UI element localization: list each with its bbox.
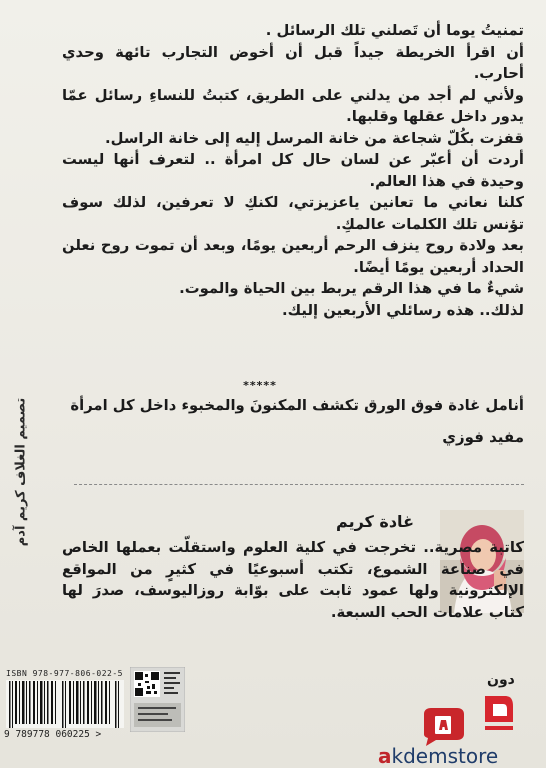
- blurb-paragraph: بعد ولادة روح ينزف الرحم أربعين يومًا، وبعد أن تموت روح نعلن الحداد أربعين يومًا أيضًا.: [62, 237, 524, 276]
- quote-signature: مفيد فوزي: [442, 428, 524, 446]
- blurb-paragraph: أن اقرأ الخريطة جيداً قبل أن أخوض التجارب تائهة وحدي أحارب.: [62, 43, 524, 82]
- blurb-paragraph: ولأني لم أجد من يدلني على الطريق، كتبتُ للنساءِ رسائل عمّا يدور داخل عقلها وقلبها.: [62, 86, 524, 125]
- closing-quote: أنامل غادة فوق الورق تكشف المكنونَ والمخبوء داخل كل امرأة: [70, 397, 524, 414]
- blurb-paragraph: شيءٌ ما في هذا الرقم يربط بين الحياة والموت.: [179, 280, 524, 297]
- qr-code-icon: [130, 667, 185, 732]
- section-divider: [74, 484, 524, 485]
- akdemstore-logo-icon: [422, 706, 466, 746]
- akdemstore-watermark: [378, 744, 498, 768]
- blurb-paragraph: تمنيتُ يوما أن تَصلني تلك الرسائل .: [265, 22, 524, 39]
- barcode-number: 9 789778 060225 >: [4, 729, 102, 740]
- blurb-paragraph: قفزت بكُلّ شجاعة من خانة المرسل إليه إلى خانة الراسل.: [104, 129, 524, 147]
- isbn-barcode: [6, 680, 124, 728]
- cover-design-credit-text: تصميم الغلاف كريم آدم: [13, 397, 29, 547]
- blurb-text: [62, 20, 524, 321]
- cover-design-credit: [4, 362, 38, 582]
- author-bio: كاتبة مصرية.. تخرجت في كلية العلوم واستقلّت بعملها الخاص في صناعة الشموع، تكتب أسبوعيًا في كثيرٍ من المواقع الإلكترونية ولها عمود ثابت على بوّابة روزاليوسف، صدرَ لها كتاب علامات الحب السبعة.: [62, 539, 524, 621]
- akdemstore-watermark-rest: kdemstore: [391, 744, 499, 768]
- author-name: غادة كريم: [336, 512, 414, 531]
- isbn-label: ISBN 978-977-806-022-5: [6, 669, 123, 678]
- akdemstore-watermark-a: a: [378, 744, 392, 768]
- akdemstore-logo: [422, 706, 466, 746]
- stars-separator: *****: [243, 379, 277, 392]
- price-sticker: [130, 667, 185, 732]
- blurb-paragraph: كلنا نعاني ما تعانين ياعزيزتي، لكنكِ لا تعرفين، لذلك سوف تؤنس تلك الكلمات عالمكِ.: [62, 194, 524, 233]
- barcode-bars: [6, 680, 124, 728]
- blurb-paragraph: لذلك.. هذه رسائلي الأربعين إليك.: [282, 301, 524, 319]
- blurb-paragraph: أردت أن أعبّر عن لسان حال كل امرأة .. لتعرف أنها ليست وحيدة في هذا العالم.: [62, 151, 524, 190]
- publisher-name: دون: [487, 672, 515, 688]
